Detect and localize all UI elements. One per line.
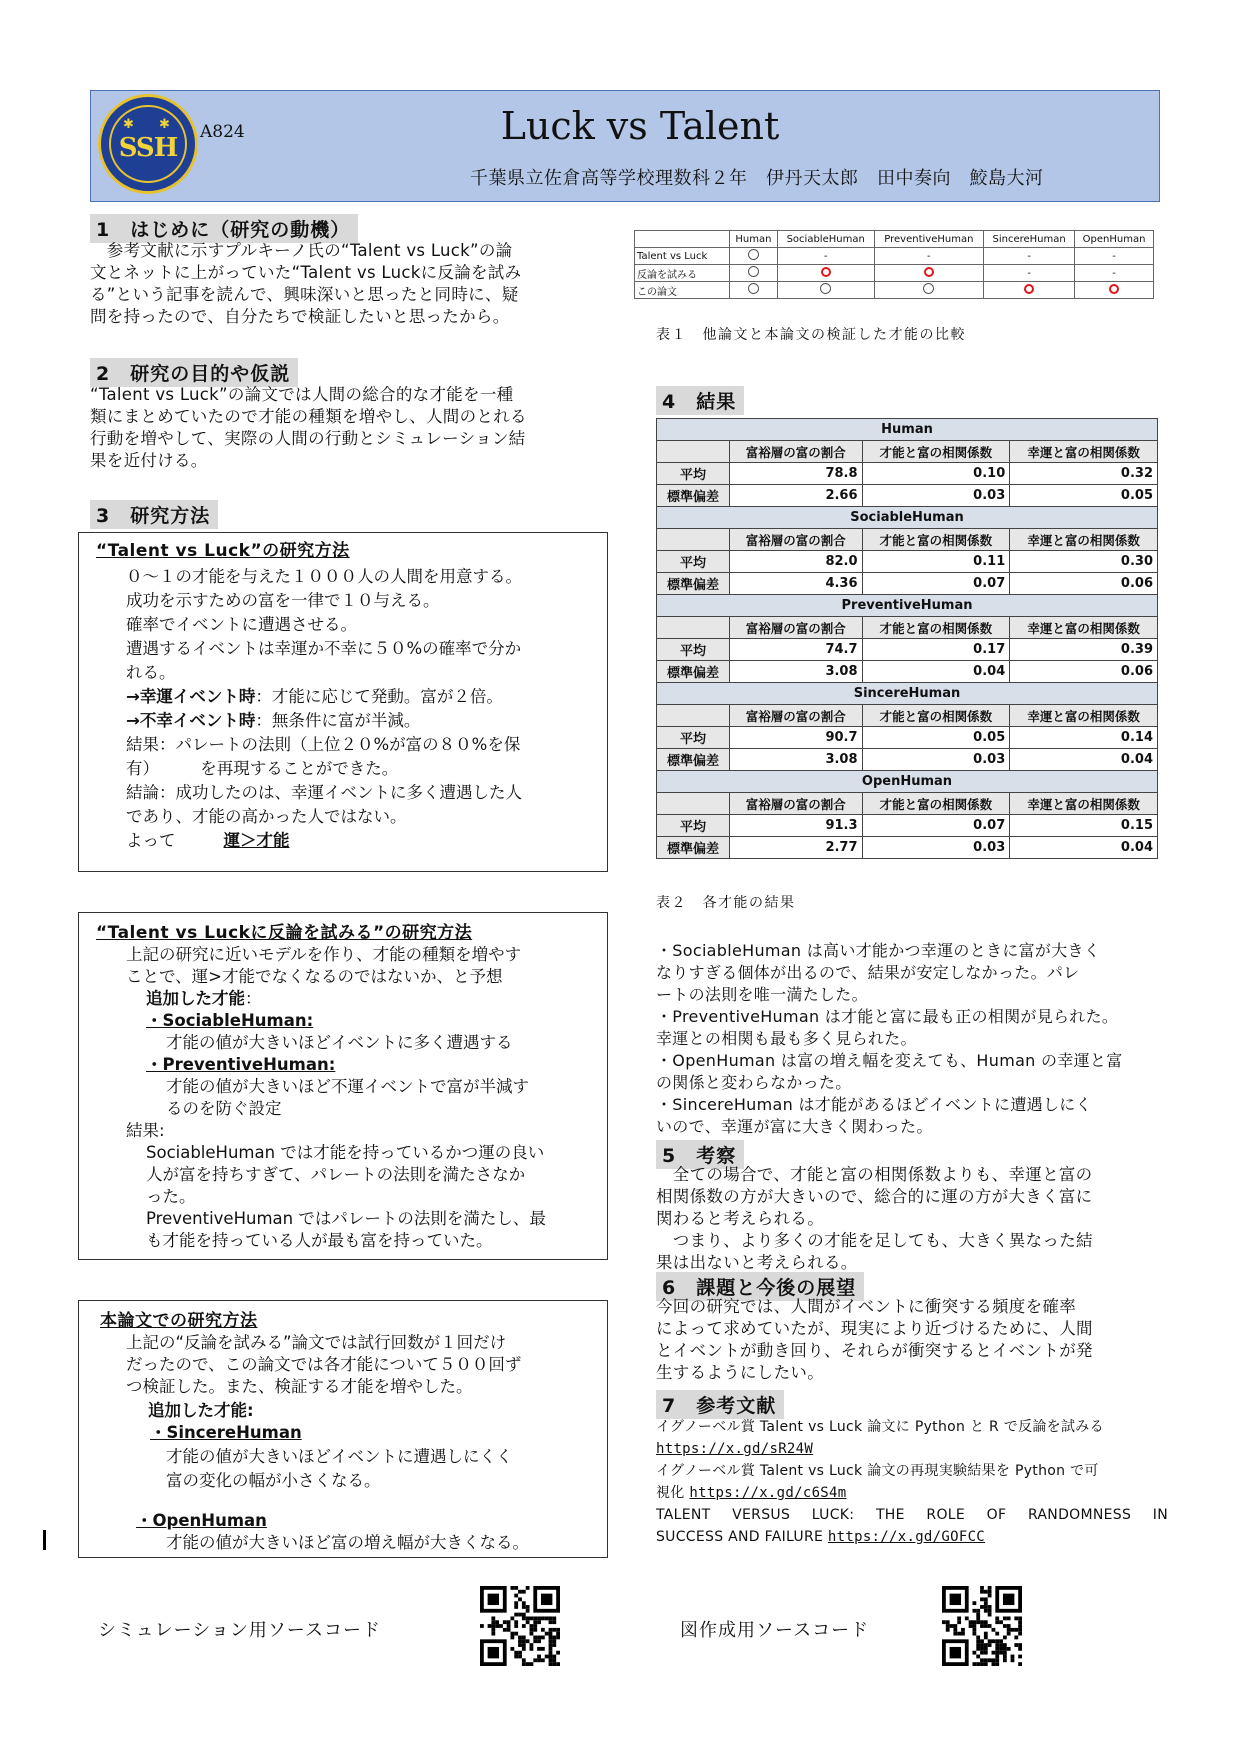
- column-header: SociableHuman: [777, 231, 874, 248]
- red-circle-icon: [924, 267, 934, 277]
- text-line: 才能の値が大きいほどイベントに多く遭遇する: [166, 1033, 513, 1052]
- references: [656, 1416, 1168, 1548]
- reference-line: [656, 1526, 1168, 1548]
- table-row: [657, 463, 1158, 485]
- section-2-text: [90, 384, 610, 472]
- column-header: 才能と富の相関係数: [862, 705, 1010, 727]
- text-line: 確率でイベントに遭遇させる。: [126, 615, 357, 634]
- text-line: つまり、より多くの才能を足しても、大きく異なった結: [656, 1231, 1093, 1250]
- table-row: [657, 551, 1158, 573]
- table-cell: 0.11: [862, 551, 1010, 573]
- box-heading: “Talent vs Luck”の研究方法: [96, 541, 350, 561]
- text-line: 幸運との相関も最も多く見られた。: [656, 1029, 917, 1048]
- section-heading-5: 5 考察: [656, 1140, 744, 1169]
- table-cell: [1075, 282, 1154, 299]
- text-line: [126, 830, 290, 852]
- reference-text: イグノーベル賞 Talent vs Luck 論文の再現実験結果を Python で可: [656, 1463, 1099, 1479]
- reference-text: SUCCESS AND FAILURE: [656, 1529, 824, 1545]
- row-label: 平均: [657, 639, 730, 661]
- table-cell: 0.05: [1010, 485, 1158, 507]
- text-line: [126, 710, 420, 732]
- column-header-row: [657, 441, 1158, 463]
- column-header: 富裕層の富の割合: [730, 529, 863, 551]
- group-name: PreventiveHuman: [657, 595, 1158, 617]
- table-cell: 0.32: [1010, 463, 1158, 485]
- authors: 千葉県立佐倉高等学校理数科２年 伊丹天太郎 田中奏向 鮫島大河: [470, 168, 1044, 189]
- column-header: 富裕層の富の割合: [730, 441, 863, 463]
- table-1-caption: 表１ 他論文と本論文の検証した才能の比較: [656, 327, 966, 343]
- text-line: 関わると考えられる。: [656, 1209, 824, 1228]
- results-table: [656, 418, 1158, 859]
- text-line: 文とネットに上がっていた“Talent vs Luckに反論を試み: [90, 263, 522, 282]
- open-circle-icon: [748, 249, 759, 260]
- text-line: 才能の値が大きいほど富の増え幅が大きくなる。: [166, 1533, 529, 1552]
- table-cell: 0.15: [1010, 815, 1158, 837]
- table-cell: [874, 282, 984, 299]
- table-cell: 0.03: [862, 749, 1010, 771]
- column-header: SincereHuman: [984, 231, 1075, 248]
- table-cell: 2.77: [730, 837, 863, 859]
- group-header-row: [657, 507, 1158, 529]
- table-cell: 0.04: [1010, 749, 1158, 771]
- reference-text: TALENT VERSUS LUCK: THE ROLE OF RANDOMNESS IN: [656, 1507, 1168, 1523]
- simulation-source-label: シミュレーション用ソースコード: [98, 1620, 382, 1641]
- text-line: SociableHuman では才能を持っているかつ運の良い: [146, 1143, 545, 1162]
- talent-name: ・SociableHuman:: [146, 1011, 314, 1030]
- table-cell: 0.17: [862, 639, 1010, 661]
- row-label: 平均: [657, 815, 730, 837]
- text-line: だったので、この論文では各才能について５００回ず: [126, 1355, 522, 1374]
- group-header-row: [657, 419, 1158, 441]
- table-cell: -: [1075, 248, 1154, 265]
- text-line: 人が富を持ちすぎて、パレートの法則を満たさなか: [146, 1165, 526, 1184]
- text-line: ・SociableHuman は高い才能かつ幸運のときに富が大きく: [656, 941, 1101, 960]
- text-line: [146, 988, 262, 1010]
- school-logo: [98, 94, 198, 194]
- text-line: ０～１の才能を与えた１０００人の人間を用意する。: [126, 567, 522, 586]
- text-line: つ検証した。また、検証する才能を増やした。: [126, 1377, 473, 1396]
- reference-link[interactable]: https://x.gd/sR24W: [656, 1441, 814, 1457]
- added-talents-label: 追加した才能:: [148, 1401, 254, 1420]
- column-header: 才能と富の相関係数: [862, 793, 1010, 815]
- table-cell: [730, 265, 778, 282]
- text-line: るのを防ぐ設定: [166, 1099, 282, 1118]
- open-circle-icon: [820, 283, 831, 294]
- text-line: 才能の値が大きいほどイベントに遭遇しにくく: [166, 1447, 513, 1466]
- reference-line: [656, 1482, 1168, 1504]
- group-name: OpenHuman: [657, 771, 1158, 793]
- open-circle-icon: [748, 283, 759, 294]
- table-cell: 0.04: [1010, 837, 1158, 859]
- table-cell: [777, 282, 874, 299]
- column-header: 富裕層の富の割合: [730, 793, 863, 815]
- column-header: 幸運と富の相関係数: [1010, 617, 1158, 639]
- row-header: 反論を試みる: [635, 265, 730, 282]
- table-cell: -: [984, 265, 1075, 282]
- text-line: れる。: [126, 663, 176, 682]
- box-heading: 本論文での研究方法: [100, 1311, 258, 1331]
- text-line: 成功を示すための富を一律で１０与える。: [126, 591, 440, 610]
- text-line: 富の変化の幅が小さくなる。: [166, 1471, 381, 1490]
- comparison-table: [634, 230, 1154, 299]
- star-icon: ✱: [123, 117, 134, 132]
- text-line: 上記の研究に近いモデルを作り、才能の種類を増やす: [126, 945, 522, 964]
- text-line: ・OpenHuman は富の増え幅を変えても、Human の幸運と富: [656, 1051, 1123, 1070]
- star-icon: ✱: [159, 117, 170, 132]
- text-span: ：才能に応じて発動。富が２倍。: [255, 687, 503, 706]
- table-cell: 4.36: [730, 573, 863, 595]
- conclusion: 運＞才能: [223, 831, 290, 850]
- text-line: る”という記事を読んで、興味深いと思ったと同時に、疑: [90, 285, 519, 304]
- logo-text: SSH: [118, 133, 178, 163]
- section-heading-2: 2 研究の目的や仮説: [90, 358, 298, 387]
- row-label: 標準偏差: [657, 837, 730, 859]
- table-row: [657, 573, 1158, 595]
- section-heading-1: 1 はじめに（研究の動機）: [90, 214, 358, 243]
- group-name: SociableHuman: [657, 507, 1158, 529]
- text-line: “Talent vs Luck”の論文では人間の総合的な才能を一種: [90, 385, 514, 404]
- text-line: とイベントが動き回り、それらが衝突するとイベントが発: [656, 1341, 1093, 1360]
- open-circle-icon: [923, 283, 934, 294]
- text-span: ：: [245, 989, 262, 1008]
- column-header-row: [657, 529, 1158, 551]
- table-corner: [657, 617, 730, 639]
- row-label: 平均: [657, 551, 730, 573]
- table-cell: 0.03: [862, 837, 1010, 859]
- text-line: ・PreventiveHuman は才能と富に最も正の相関が見られた。: [656, 1007, 1119, 1026]
- section-6-text: [656, 1296, 1166, 1384]
- group-header-row: [657, 771, 1158, 793]
- section-1-text: [90, 240, 610, 328]
- column-header: 才能と富の相関係数: [862, 441, 1010, 463]
- table-cell: 0.30: [1010, 551, 1158, 573]
- table-corner: [657, 441, 730, 463]
- text-line: 結果：パレートの法則（上位２０%が富の８０%を保: [126, 735, 521, 754]
- group-name: SincereHuman: [657, 683, 1158, 705]
- reference-link[interactable]: https://x.gd/GOFCC: [827, 1529, 986, 1545]
- table-cell: 3.08: [730, 749, 863, 771]
- table-corner: [657, 705, 730, 727]
- table-cell: 2.66: [730, 485, 863, 507]
- table-corner: [657, 529, 730, 551]
- table-cell: 0.14: [1010, 727, 1158, 749]
- column-header: 才能と富の相関係数: [862, 617, 1010, 639]
- text-line: ・SincereHuman は才能があるほどイベントに遭遇しにく: [656, 1095, 1092, 1114]
- text-line: 今回の研究では、人間がイベントに衝突する頻度を確率: [656, 1297, 1076, 1316]
- table-2-caption: 表２ 各才能の結果: [656, 895, 796, 911]
- column-header: 才能と富の相関係数: [862, 529, 1010, 551]
- column-header-row: [657, 705, 1158, 727]
- table-row: [657, 837, 1158, 859]
- table-cell: 0.05: [862, 727, 1010, 749]
- talent-name: ・PreventiveHuman:: [146, 1055, 336, 1074]
- text-line: ことで、運>才能でなくなるのではないか、と予想: [126, 967, 503, 986]
- column-header: 幸運と富の相関係数: [1010, 529, 1158, 551]
- section-5-text: [656, 1164, 1166, 1274]
- figure-qr-code[interactable]: [942, 1586, 1022, 1666]
- table-row: [657, 661, 1158, 683]
- table-cell: -: [874, 248, 984, 265]
- column-header: PreventiveHuman: [874, 231, 984, 248]
- text-line: 相関係数の方が大きいので、総合的に運の方が大きく富に: [656, 1187, 1093, 1206]
- row-label: 標準偏差: [657, 485, 730, 507]
- figure-source-label: 図作成用ソースコード: [680, 1620, 870, 1641]
- table-cell: [730, 282, 778, 299]
- table-cell: [730, 248, 778, 265]
- table-cell: [984, 282, 1075, 299]
- text-line: [126, 686, 503, 708]
- box-heading: “Talent vs Luckに反論を試みる”の研究方法: [96, 923, 473, 943]
- text-line: 結論：成功したのは、幸運イベントに多く遭遇した人: [126, 783, 522, 802]
- table-row: [657, 639, 1158, 661]
- group-header-row: [657, 595, 1158, 617]
- table-cell: 0.07: [862, 573, 1010, 595]
- table-cell: 0.39: [1010, 639, 1158, 661]
- text-line: によって求めていたが、現実により近づけるために、人間: [656, 1319, 1093, 1338]
- unlucky-event-label: →不幸イベント時: [126, 711, 256, 730]
- column-header-row: [657, 793, 1158, 815]
- table-cell: 91.3: [730, 815, 863, 837]
- red-circle-icon: [1109, 284, 1119, 294]
- text-line: 遭遇するイベントは幸運か不幸に５０%の確率で分か: [126, 639, 522, 658]
- table-cell: -: [984, 248, 1075, 265]
- text-cursor: [43, 1530, 46, 1550]
- table-row: [635, 282, 1154, 299]
- simulation-qr-code[interactable]: [480, 1586, 560, 1666]
- section-heading-6: 6 課題と今後の展望: [656, 1272, 864, 1301]
- text-line: 有） を再現することができた。: [126, 759, 399, 778]
- text-line: PreventiveHuman ではパレートの法則を満たし、最: [146, 1209, 546, 1228]
- column-header: 富裕層の富の割合: [730, 617, 863, 639]
- table-cell: 78.8: [730, 463, 863, 485]
- column-header: 幸運と富の相関係数: [1010, 793, 1158, 815]
- page-title: Luck vs Talent: [500, 104, 780, 148]
- row-label: 平均: [657, 463, 730, 485]
- column-header-row: [657, 617, 1158, 639]
- table-cell: [874, 265, 984, 282]
- red-circle-icon: [821, 267, 831, 277]
- text-line: 行動を増やして、実際の人間の行動とシミュレーション結: [90, 429, 526, 448]
- text-line: も才能を持っている人が最も富を持っていた。: [146, 1231, 493, 1250]
- text-line: 問を持ったので、自分たちで検証したいと思ったから。: [90, 307, 510, 326]
- row-label: 標準偏差: [657, 573, 730, 595]
- reference-text: 視化: [656, 1485, 685, 1501]
- group-name: Human: [657, 419, 1158, 441]
- table-cell: -: [777, 248, 874, 265]
- section-heading-7: 7 参考文献: [656, 1390, 784, 1419]
- reference-text: イグノーベル賞 Talent vs Luck 論文に Python と R で反論を試みる: [656, 1419, 1104, 1435]
- talent-name: ・OpenHuman: [136, 1511, 267, 1530]
- text-line: 参考文献に示すプルキーノ氏の“Talent vs Luck”の論: [90, 241, 513, 260]
- red-circle-icon: [1024, 284, 1034, 294]
- table-cell: 0.07: [862, 815, 1010, 837]
- text-line: 果を近付ける。: [90, 451, 208, 470]
- column-header: 幸運と富の相関係数: [1010, 705, 1158, 727]
- group-header-row: [657, 683, 1158, 705]
- added-talents-label: 追加した才能: [146, 989, 245, 1008]
- table-cell: 0.06: [1010, 573, 1158, 595]
- text-line: 果は出ないと考えられる。: [656, 1253, 858, 1272]
- text-line: った。: [146, 1187, 196, 1206]
- column-header: 幸運と富の相関係数: [1010, 441, 1158, 463]
- text-line: 上記の“反論を試みる”論文では試行回数が１回だけ: [126, 1333, 507, 1352]
- section-heading-3: 3 研究方法: [90, 500, 218, 529]
- row-label: 標準偏差: [657, 661, 730, 683]
- text-span: よって: [126, 831, 176, 850]
- table-cell: 82.0: [730, 551, 863, 573]
- table-row: [657, 485, 1158, 507]
- section-4-text: [656, 940, 1166, 1138]
- table-cell: -: [1075, 265, 1154, 282]
- row-label: 平均: [657, 727, 730, 749]
- table-row: [657, 727, 1158, 749]
- poster-code: A824: [200, 122, 245, 142]
- text-line: ートの法則を唯一満たした。: [656, 985, 868, 1004]
- text-line: いので、幸運が富に大きく関わった。: [656, 1117, 933, 1136]
- table-corner: [657, 793, 730, 815]
- text-line: の関係と変わらなかった。: [656, 1073, 852, 1092]
- text-line: 結果:: [126, 1121, 165, 1140]
- text-line: なりすぎる個体が出るので、結果が安定しなかった。パレ: [656, 963, 1080, 982]
- lucky-event-label: →幸運イベント時: [126, 687, 256, 706]
- column-header: OpenHuman: [1075, 231, 1154, 248]
- table-cell: 0.03: [862, 485, 1010, 507]
- table-cell: 0.06: [1010, 661, 1158, 683]
- text-line: 全ての場合で、才能と富の相関係数よりも、幸運と富の: [656, 1165, 1093, 1184]
- text-line: 生するようにしたい。: [656, 1363, 824, 1382]
- column-header: 富裕層の富の割合: [730, 705, 863, 727]
- table-corner: [635, 231, 730, 248]
- open-circle-icon: [748, 266, 759, 277]
- table-row: [635, 248, 1154, 265]
- table-cell: 90.7: [730, 727, 863, 749]
- table-cell: 3.08: [730, 661, 863, 683]
- row-header: Talent vs Luck: [635, 248, 730, 265]
- table-row: [657, 749, 1158, 771]
- table-row: [635, 265, 1154, 282]
- text-line: 才能の値が大きいほど不運イベントで富が半減す: [166, 1077, 529, 1096]
- text-line: であり、才能の高かった人ではない。: [126, 807, 407, 826]
- column-header: Human: [730, 231, 778, 248]
- table-cell: 0.10: [862, 463, 1010, 485]
- section-heading-4: 4 結果: [656, 386, 744, 415]
- row-label: 標準偏差: [657, 749, 730, 771]
- reference-link[interactable]: https://x.gd/c6S4m: [689, 1485, 847, 1501]
- row-header: この論文: [635, 282, 730, 299]
- table-cell: [777, 265, 874, 282]
- text-line: 類にまとめていたので才能の種類を増やし、人間のとれる: [90, 407, 527, 426]
- talent-name: ・SincereHuman: [150, 1423, 302, 1442]
- table-row: [657, 815, 1158, 837]
- text-span: ：無条件に富が半減。: [255, 711, 421, 730]
- table-cell: 74.7: [730, 639, 863, 661]
- table-cell: 0.04: [862, 661, 1010, 683]
